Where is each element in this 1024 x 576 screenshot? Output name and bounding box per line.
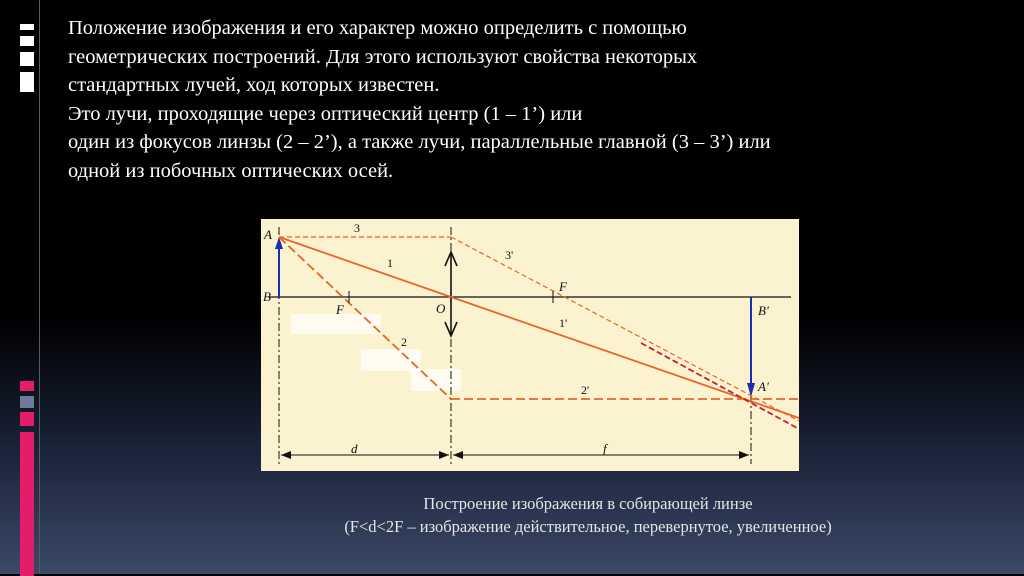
label-ray-1: 1: [387, 256, 393, 270]
deco-block: [20, 412, 34, 426]
deco-block: [20, 396, 34, 408]
caption-line-1: Построение изображения в собирающей линзе: [423, 494, 753, 513]
figure-caption: [262, 492, 914, 538]
dimension-arrow: [739, 451, 749, 459]
image-artifact: [411, 369, 461, 391]
label-B-prime: B': [758, 303, 769, 318]
label-ray-3: 3: [354, 221, 360, 235]
image-artifact: [361, 349, 421, 371]
label-ray-2-prime: 2': [581, 383, 590, 397]
caption-line-2: (F<d<2F – изображение действительное, перевернутое, увеличенное): [344, 517, 832, 536]
lens-diagram-svg: [261, 219, 799, 471]
deco-block: [20, 36, 34, 46]
label-F-right: F: [559, 279, 567, 294]
label-A-prime: A': [758, 379, 769, 394]
deco-block: [20, 24, 34, 30]
dimension-arrow: [281, 451, 291, 459]
image-artifact: [291, 314, 381, 334]
deco-block: [20, 381, 34, 391]
label-ray-2: 2: [401, 335, 407, 349]
dimension-arrow: [453, 451, 463, 459]
text-line: Положение изображения и его характер можно определить с помощью: [68, 17, 687, 39]
deco-block: [20, 52, 34, 66]
label-A: A: [264, 227, 272, 242]
label-d: d: [351, 441, 358, 456]
image-arrow-head: [747, 383, 755, 397]
label-O: O: [436, 301, 446, 316]
slide-body-text: [68, 14, 998, 185]
label-ray-3-prime: 3': [505, 248, 514, 262]
lens-diagram: [261, 219, 799, 471]
text-line: стандартных лучей, ход которых известен.: [68, 74, 440, 96]
label-ray-1-prime: 1': [559, 316, 568, 330]
text-line: Это лучи, проходящие через оптический центр (1 – 1’) или: [68, 102, 583, 125]
text-line: геометрических построений. Для этого используют свойства некоторых: [68, 45, 698, 68]
deco-block: [20, 432, 34, 576]
text-line: одной из побочных оптических осей.: [68, 159, 394, 182]
ray-extension: [641, 343, 799, 429]
ray-1: [279, 237, 451, 297]
text-line: один из фокусов линзы (2 – 2’), а также лучи, параллельные главной (3 – 3’) или: [68, 131, 771, 153]
ray-3-prime: [451, 237, 799, 421]
left-divider-line: [39, 0, 40, 574]
dimension-arrow: [439, 451, 449, 459]
deco-block: [20, 72, 34, 92]
label-F-left: F: [336, 302, 344, 317]
label-B: B: [263, 289, 271, 304]
label-f: f: [603, 441, 607, 456]
slide-decoration-left: [20, 16, 34, 576]
